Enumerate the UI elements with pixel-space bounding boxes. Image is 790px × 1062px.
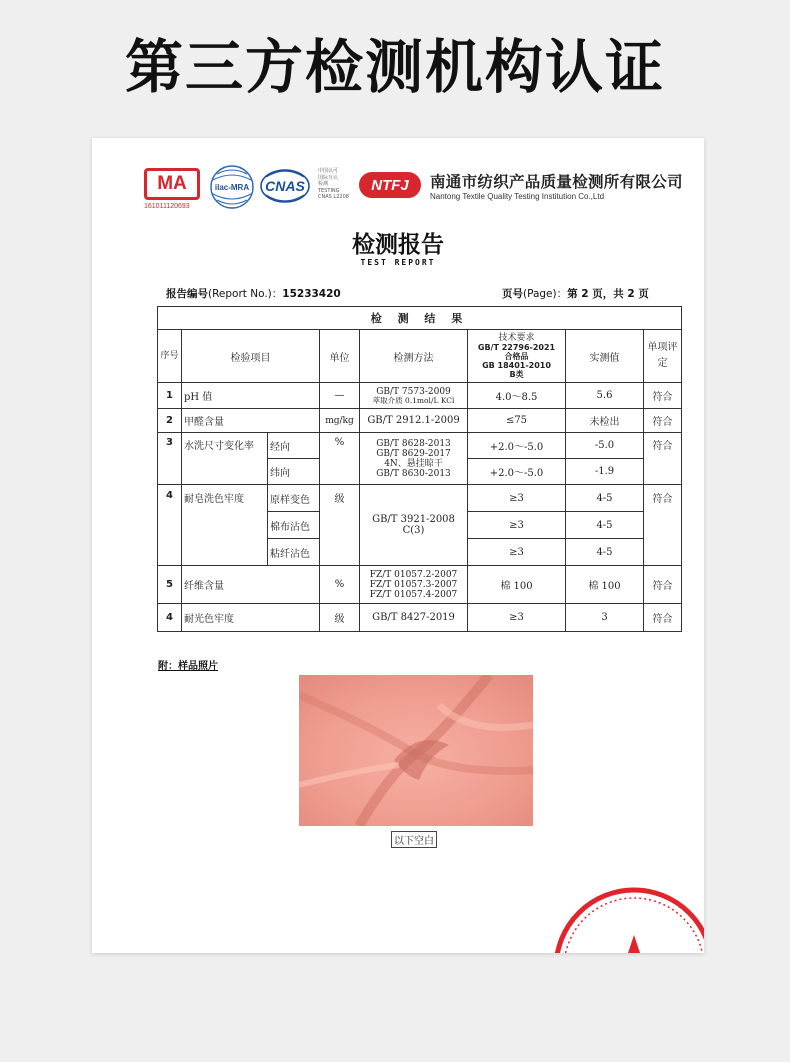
cnas-note-line: 中国认可 <box>318 168 339 174</box>
cnas-logo <box>260 165 310 207</box>
report-number <box>166 286 341 301</box>
method-line: 4N、悬挂晾干 <box>384 458 443 469</box>
row-index: 5 <box>158 566 182 604</box>
blank-below-label: 以下空白 <box>391 831 437 848</box>
row-requirement: ≥3 <box>468 485 566 512</box>
report-title: 检测报告 <box>352 232 444 258</box>
row-value: 4-5 <box>566 512 644 539</box>
row-unit: — <box>320 383 360 409</box>
row-item: 耐光色牢度 <box>182 604 320 632</box>
page-label-en: (Page)： <box>523 288 568 300</box>
row-subitem: 棉布沾色 <box>268 512 320 539</box>
report-number-label: 报告编号 <box>166 288 208 300</box>
row-judge: 符合 <box>644 604 682 632</box>
req-line: B类 <box>509 370 524 379</box>
req-line: GB/T 22796-2021 <box>477 343 556 352</box>
row-requirement: ≤75 <box>468 409 566 433</box>
row-index: 3 <box>158 433 182 485</box>
col-requirement <box>468 330 566 383</box>
page-value: 第 2 页，共 2 页 <box>567 288 649 300</box>
row-judge: 符合 <box>644 383 682 409</box>
method-line: FZ/T 01057.4-2007 <box>369 589 458 600</box>
row-requirement: +2.0～-5.0 <box>468 433 566 459</box>
method-line: FZ/T 01057.3-2007 <box>369 579 458 590</box>
row-unit: % <box>320 433 360 485</box>
row-subitem: 原样变色 <box>268 485 320 512</box>
col-seq: 序号 <box>158 330 182 383</box>
row-subitem: 纬向 <box>268 459 320 485</box>
req-line: GB 18401-2010 <box>482 361 551 370</box>
req-line: 合格品 <box>504 352 529 361</box>
row-method <box>360 383 468 409</box>
method-line: GB/T 7573-2009 <box>376 386 451 397</box>
row-method <box>360 433 468 485</box>
cnas-text: CNAS <box>265 178 305 194</box>
method-line: GB/T 8629-2017 <box>376 448 451 459</box>
row-index: 1 <box>158 383 182 409</box>
sample-photo <box>299 675 533 826</box>
row-unit: mg/kg <box>320 409 360 433</box>
req-title: 技术要求 <box>498 333 535 343</box>
row-judge: 符合 <box>644 566 682 604</box>
row-requirement: ≥3 <box>468 539 566 566</box>
row-judge: 符合 <box>644 485 682 566</box>
table-row <box>158 604 682 632</box>
col-unit: 单位 <box>320 330 360 383</box>
page-info <box>502 286 649 301</box>
cnas-note-line: TESTING <box>318 187 340 194</box>
page-label: 页号 <box>502 288 523 300</box>
row-index: 2 <box>158 409 182 433</box>
row-requirement: +2.0～-5.0 <box>468 459 566 485</box>
row-method: GB/T 2912.1-2009 <box>360 409 468 433</box>
row-value: 5.6 <box>566 383 644 409</box>
appendix-label: 附：样品照片 <box>158 661 218 672</box>
row-value: 4-5 <box>566 485 644 512</box>
method-line: FZ/T 01057.2-2007 <box>369 569 458 580</box>
cma-number: 161011120693 <box>144 203 190 210</box>
row-subitem: 粘纤沾色 <box>268 539 320 566</box>
table-row <box>158 409 682 433</box>
results-table <box>157 306 682 632</box>
logo-row <box>92 138 704 218</box>
cnas-note-line: 检测 <box>318 181 329 187</box>
institution-name-en: Nantong Textile Quality Testing Institution Co.,Ltd <box>430 192 605 201</box>
report-document <box>92 138 704 953</box>
table-row <box>158 383 682 409</box>
report-number-label-en: (Report No.)： <box>208 288 283 300</box>
col-item: 检验项目 <box>182 330 320 383</box>
row-item: 耐皂洗色牢度 <box>182 485 268 566</box>
row-method: GB/T 8427-2019 <box>360 604 468 632</box>
cnas-note-line: CNAS L2208 <box>318 194 349 200</box>
method-line: GB/T 8630-2013 <box>376 468 451 479</box>
method-line: GB/T 3921-2008 <box>372 514 455 525</box>
row-requirement: 棉 100 <box>468 566 566 604</box>
institution-name-cn: 南通市纺织产品质量检测所有限公司 <box>430 173 683 191</box>
row-unit: 级 <box>320 604 360 632</box>
method-line: C(3) <box>402 525 425 536</box>
page-title: 第三方检测机构认证 <box>124 33 665 101</box>
row-value: 棉 100 <box>566 566 644 604</box>
row-item: 水洗尺寸变化率 <box>182 433 268 485</box>
col-judge: 单项评定 <box>644 330 682 383</box>
row-unit: 级 <box>320 485 360 566</box>
table-row <box>158 485 682 512</box>
row-requirement: ≥3 <box>468 512 566 539</box>
row-index: 4 <box>158 485 182 566</box>
row-value: 3 <box>566 604 644 632</box>
cma-logo <box>144 168 200 210</box>
row-method <box>360 485 468 566</box>
row-index: 4 <box>158 604 182 632</box>
row-judge: 符合 <box>644 433 682 485</box>
col-method: 检测方法 <box>360 330 468 383</box>
cnas-note-line: 国际互认 <box>318 174 339 181</box>
row-item: 纤维含量 <box>182 566 320 604</box>
inspection-seal <box>549 883 704 953</box>
table-title: 检 测 结 果 <box>158 307 682 330</box>
ilac-mra-logo <box>209 164 255 210</box>
report-number-value: 15233420 <box>282 288 341 300</box>
method-line: 萃取介质 0.1mol/L KCl <box>372 395 455 405</box>
col-measured: 实测值 <box>566 330 644 383</box>
row-requirement: ≥3 <box>468 604 566 632</box>
method-line: GB/T 8628-2013 <box>376 438 451 449</box>
cnas-accreditation-note <box>318 168 349 201</box>
row-item: 甲醛含量 <box>182 409 320 433</box>
ntfj-logo: NTFJ <box>359 172 421 198</box>
table-row <box>158 566 682 604</box>
table-header-row <box>158 330 682 383</box>
table-row <box>158 433 682 459</box>
row-unit: % <box>320 566 360 604</box>
row-value: -5.0 <box>566 433 644 459</box>
cma-mark: MA <box>144 168 200 200</box>
row-value: 4-5 <box>566 539 644 566</box>
row-value: 未检出 <box>566 409 644 433</box>
row-subitem: 经向 <box>268 433 320 459</box>
row-judge: 符合 <box>644 409 682 433</box>
row-value: -1.9 <box>566 459 644 485</box>
ilac-mra-text: ilac-MRA <box>214 183 250 192</box>
report-subtitle: TEST REPORT <box>360 258 436 267</box>
row-requirement: 4.0～8.5 <box>468 383 566 409</box>
row-item: pH 值 <box>182 383 320 409</box>
row-method <box>360 566 468 604</box>
